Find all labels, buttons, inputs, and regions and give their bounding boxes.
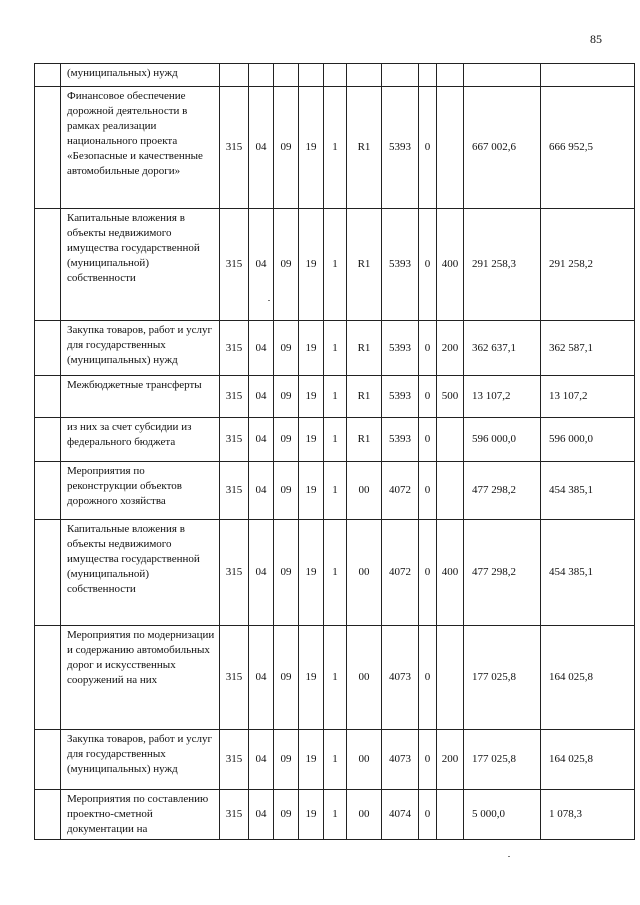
row-code-cell-c3 <box>274 64 299 87</box>
row-code-cell-c2: 04 <box>249 209 274 321</box>
row-blank-cell <box>35 64 61 87</box>
row-code-cell-c1: 315 <box>220 520 249 626</box>
row-blank-cell <box>35 462 61 520</box>
row-code-cell-c8: 0 <box>419 730 437 790</box>
row-code-cell-c6: 00 <box>347 626 382 730</box>
row-name-cell: Мероприятия по составлению проектно-сметной документации на <box>61 790 220 840</box>
row-code-cell-c4: 19 <box>299 321 324 376</box>
row-code-cell-c1: 315 <box>220 626 249 730</box>
row-code-cell-c1: 315 <box>220 790 249 840</box>
row-blank-cell <box>35 321 61 376</box>
row-code-cell-c2 <box>249 64 274 87</box>
row-code-cell-c9: 200 <box>437 730 464 790</box>
row-code-cell-c4: 19 <box>299 376 324 418</box>
row-code-cell-c5: 1 <box>324 418 347 462</box>
row-code-cell-c9 <box>437 626 464 730</box>
table-row <box>35 418 635 462</box>
row-code-cell-c8: 0 <box>419 87 437 209</box>
row-sum1-cell <box>464 64 541 87</box>
row-code-cell-c2: 04 <box>249 730 274 790</box>
row-code-cell-c5 <box>324 64 347 87</box>
row-code-cell-c6 <box>347 64 382 87</box>
row-blank-cell <box>35 520 61 626</box>
table-row <box>35 462 635 520</box>
row-name-cell: Мероприятия по реконструкции объектов дорожного хозяйства <box>61 462 220 520</box>
row-code-cell-c3: 09 <box>274 462 299 520</box>
scan-speck <box>508 856 510 857</box>
row-code-cell-c8: 0 <box>419 376 437 418</box>
row-code-cell-c8: 0 <box>419 520 437 626</box>
row-code-cell-c3: 09 <box>274 209 299 321</box>
row-name-cell: из них за счет субсидии из федерального бюджета <box>61 418 220 462</box>
row-code-cell-c9: 200 <box>437 321 464 376</box>
row-sum1-cell: 362 637,1 <box>464 321 541 376</box>
row-name-cell: (муниципальных) нужд <box>61 64 220 87</box>
row-code-cell-c2: 04 <box>249 520 274 626</box>
row-code-cell-c9 <box>437 790 464 840</box>
row-code-cell-c7: 4073 <box>382 626 419 730</box>
row-code-cell-c9 <box>437 418 464 462</box>
row-sum2-cell: 164 025,8 <box>541 626 635 730</box>
row-code-cell-c2: 04 <box>249 626 274 730</box>
row-sum1-cell: 477 298,2 <box>464 520 541 626</box>
row-code-cell-c7: 5393 <box>382 376 419 418</box>
page-number: 85 <box>590 32 602 46</box>
row-code-cell-c8: 0 <box>419 418 437 462</box>
table-row <box>35 87 635 209</box>
row-sum1-cell: 177 025,8 <box>464 626 541 730</box>
row-code-cell-c7 <box>382 64 419 87</box>
row-code-cell-c3: 09 <box>274 790 299 840</box>
table-row <box>35 376 635 418</box>
row-code-cell-c8: 0 <box>419 626 437 730</box>
row-name-cell: Межбюджетные трансферты <box>61 376 220 418</box>
row-code-cell-c5: 1 <box>324 520 347 626</box>
table-row <box>35 730 635 790</box>
row-sum2-cell: 666 952,5 <box>541 87 635 209</box>
row-sum2-cell: 454 385,1 <box>541 520 635 626</box>
row-blank-cell <box>35 209 61 321</box>
row-code-cell-c1 <box>220 64 249 87</box>
row-code-cell-c7: 4074 <box>382 790 419 840</box>
row-code-cell-c5: 1 <box>324 87 347 209</box>
row-code-cell-c2: 04 <box>249 462 274 520</box>
row-code-cell-c6: 00 <box>347 790 382 840</box>
row-code-cell-c9 <box>437 87 464 209</box>
row-code-cell-c1: 315 <box>220 87 249 209</box>
row-code-cell-c3: 09 <box>274 626 299 730</box>
row-code-cell-c4: 19 <box>299 87 324 209</box>
row-sum1-cell: 177 025,8 <box>464 730 541 790</box>
row-code-cell-c7: 4072 <box>382 462 419 520</box>
table-row <box>35 209 635 321</box>
row-code-cell-c6: 00 <box>347 462 382 520</box>
row-code-cell-c2: 04 <box>249 790 274 840</box>
row-name-cell: Финансовое обеспечение дорожной деятельности в рамках реализации национального проекта «Безопасные и качественные автомобильные дороги» <box>61 87 220 209</box>
row-code-cell-c8: 0 <box>419 790 437 840</box>
row-name-cell: Закупка товаров, работ и услуг для государственных (муниципальных) нужд <box>61 321 220 376</box>
row-code-cell-c4: 19 <box>299 462 324 520</box>
row-code-cell-c4: 19 <box>299 520 324 626</box>
row-code-cell-c3: 09 <box>274 321 299 376</box>
row-code-cell-c3: 09 <box>274 87 299 209</box>
row-code-cell-c2: 04 <box>249 418 274 462</box>
row-name-cell: Мероприятия по модернизации и содержанию автомобильных дорог и искусственных сооружений на них <box>61 626 220 730</box>
row-code-cell-c6: 00 <box>347 520 382 626</box>
row-code-cell-c4: 19 <box>299 626 324 730</box>
row-code-cell-c1: 315 <box>220 418 249 462</box>
table-row <box>35 626 635 730</box>
row-code-cell-c5: 1 <box>324 462 347 520</box>
row-code-cell-c2: 04 <box>249 87 274 209</box>
row-sum1-cell: 291 258,3 <box>464 209 541 321</box>
row-sum2-cell: 291 258,2 <box>541 209 635 321</box>
row-code-cell-c3: 09 <box>274 418 299 462</box>
row-code-cell-c6: R1 <box>347 87 382 209</box>
row-code-cell-c5: 1 <box>324 626 347 730</box>
table-row <box>35 321 635 376</box>
row-code-cell-c2: 04 <box>249 321 274 376</box>
row-code-cell-c1: 315 <box>220 376 249 418</box>
row-code-cell-c9: 400 <box>437 209 464 321</box>
table-row <box>35 520 635 626</box>
row-code-cell-c4: 19 <box>299 790 324 840</box>
row-blank-cell <box>35 730 61 790</box>
row-blank-cell <box>35 376 61 418</box>
row-code-cell-c7: 5393 <box>382 321 419 376</box>
table-row <box>35 790 635 840</box>
row-name-cell: Капитальные вложения в объекты недвижимого имущества государственной (муниципальной) собственности <box>61 520 220 626</box>
row-blank-cell <box>35 626 61 730</box>
row-sum2-cell: 13 107,2 <box>541 376 635 418</box>
row-code-cell-c9 <box>437 64 464 87</box>
row-sum1-cell: 13 107,2 <box>464 376 541 418</box>
table-row <box>35 64 635 87</box>
row-sum1-cell: 5 000,0 <box>464 790 541 840</box>
row-code-cell-c6: R1 <box>347 209 382 321</box>
row-code-cell-c4: 19 <box>299 418 324 462</box>
row-code-cell-c4: 19 <box>299 730 324 790</box>
row-code-cell-c8: 0 <box>419 321 437 376</box>
row-code-cell-c9 <box>437 462 464 520</box>
row-code-cell-c7: 4073 <box>382 730 419 790</box>
row-blank-cell <box>35 790 61 840</box>
row-code-cell-c4: 19 <box>299 209 324 321</box>
row-code-cell-c8: 0 <box>419 209 437 321</box>
row-code-cell-c1: 315 <box>220 730 249 790</box>
row-sum2-cell: 164 025,8 <box>541 730 635 790</box>
row-code-cell-c5: 1 <box>324 730 347 790</box>
row-code-cell-c7: 5393 <box>382 418 419 462</box>
row-code-cell-c1: 315 <box>220 462 249 520</box>
row-code-cell-c6: R1 <box>347 418 382 462</box>
row-code-cell-c6: R1 <box>347 321 382 376</box>
row-code-cell-c3: 09 <box>274 376 299 418</box>
row-code-cell-c1: 315 <box>220 321 249 376</box>
row-code-cell-c3: 09 <box>274 520 299 626</box>
row-code-cell-c6: R1 <box>347 376 382 418</box>
row-sum2-cell: 1 078,3 <box>541 790 635 840</box>
row-code-cell-c7: 4072 <box>382 520 419 626</box>
row-sum1-cell: 667 002,6 <box>464 87 541 209</box>
row-code-cell-c9: 500 <box>437 376 464 418</box>
row-code-cell-c5: 1 <box>324 209 347 321</box>
row-code-cell-c5: 1 <box>324 321 347 376</box>
row-code-cell-c5: 1 <box>324 376 347 418</box>
row-code-cell-c7: 5393 <box>382 87 419 209</box>
row-code-cell-c2: 04 <box>249 376 274 418</box>
row-sum2-cell <box>541 64 635 87</box>
row-code-cell-c1: 315 <box>220 209 249 321</box>
row-code-cell-c7: 5393 <box>382 209 419 321</box>
row-name-cell: Капитальные вложения в объекты недвижимого имущества государственной (муниципальной) собственности <box>61 209 220 321</box>
row-code-cell-c8 <box>419 64 437 87</box>
row-sum2-cell: 454 385,1 <box>541 462 635 520</box>
row-blank-cell <box>35 87 61 209</box>
row-sum1-cell: 477 298,2 <box>464 462 541 520</box>
row-name-cell: Закупка товаров, работ и услуг для государственных (муниципальных) нужд <box>61 730 220 790</box>
row-code-cell-c5: 1 <box>324 790 347 840</box>
row-code-cell-c9: 400 <box>437 520 464 626</box>
scan-speck <box>268 300 270 301</box>
row-blank-cell <box>35 418 61 462</box>
row-code-cell-c4 <box>299 64 324 87</box>
row-sum2-cell: 362 587,1 <box>541 321 635 376</box>
row-sum2-cell: 596 000,0 <box>541 418 635 462</box>
row-code-cell-c6: 00 <box>347 730 382 790</box>
row-code-cell-c8: 0 <box>419 462 437 520</box>
budget-table <box>34 63 635 840</box>
row-sum1-cell: 596 000,0 <box>464 418 541 462</box>
row-code-cell-c3: 09 <box>274 730 299 790</box>
